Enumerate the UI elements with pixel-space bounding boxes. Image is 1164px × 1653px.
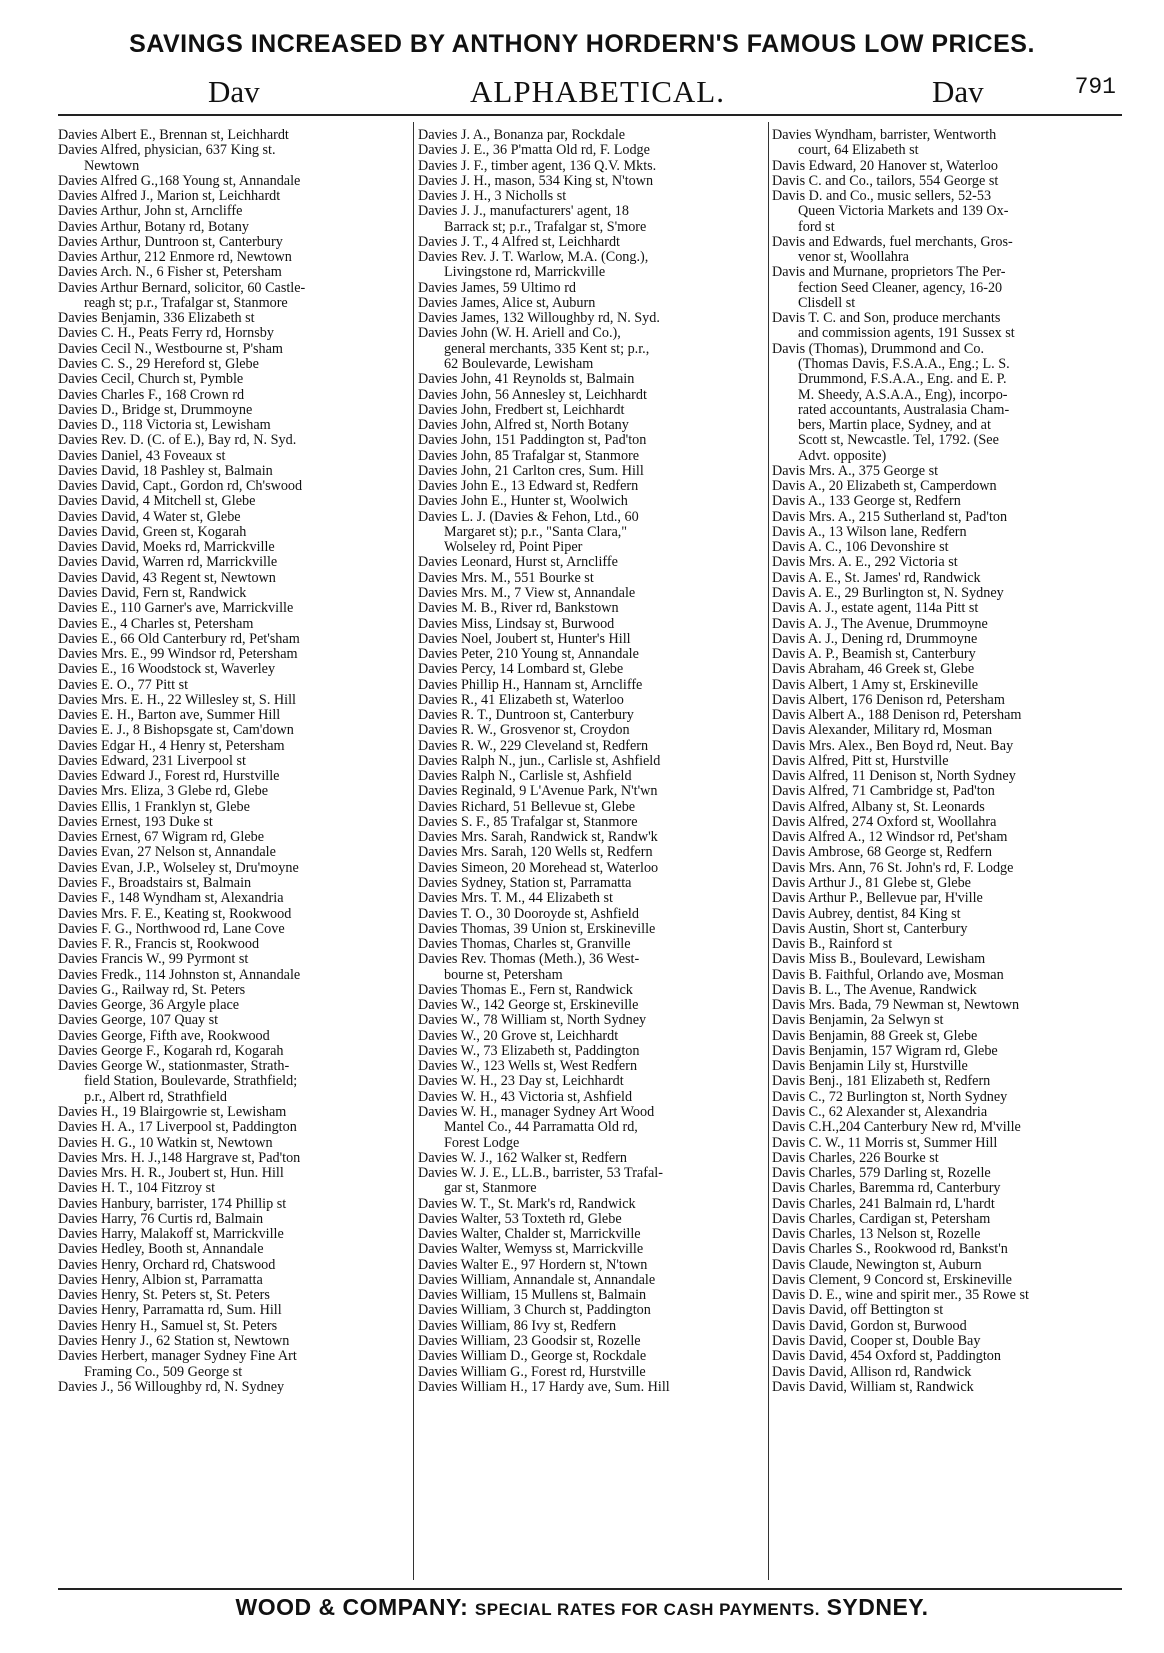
directory-entry: Davis Alfred, Albany st, St. Leonards <box>772 799 985 815</box>
directory-entry: Davis A. C., 106 Devonshire st <box>772 540 949 556</box>
directory-entry: Davies David, Fern st, Randwick <box>58 585 247 601</box>
entry-continuation: Margaret st); p.r., "Santa Clara," <box>444 524 628 540</box>
directory-entry: Davies T. O., 30 Dooroyde st, Ashfield <box>418 906 639 922</box>
entry-continuation: Drummond, F.S.A.A., Eng. and E. P. <box>798 372 1007 388</box>
column-divider <box>413 122 414 1580</box>
directory-entry: Davis Albert, 176 Denison rd, Petersham <box>772 692 1005 708</box>
directory-entry: Davies Arthur, 212 Enmore rd, Newtown <box>58 250 292 266</box>
directory-entry: Davies Ralph N., Carlisle st, Ashfield <box>418 769 632 785</box>
directory-entry: Davis A. J., Dening rd, Drummoyne <box>772 631 978 647</box>
entry-continuation: venor st, Woollahra <box>798 250 909 266</box>
directory-entry: Davis A., 13 Wilson lane, Redfern <box>772 524 967 540</box>
directory-entry: Davis Alfred, 274 Oxford st, Woollahra <box>772 814 997 830</box>
directory-entry: Davis Alexander, Military rd, Mosman <box>772 723 993 739</box>
directory-entry: Davies J. H., 3 Nicholls st <box>418 189 567 205</box>
directory-entry: Davies Leonard, Hurst st, Arncliffe <box>418 555 618 571</box>
directory-entry: Davies Henry, Parramatta rd, Sum. Hill <box>58 1303 282 1319</box>
directory-entry: Davies Alfred, physician, 637 King st. <box>58 143 276 159</box>
directory-entry: Davies Ernest, 193 Duke st <box>58 814 213 830</box>
directory-entry: Davies John, Fredbert st, Leichhardt <box>418 402 625 418</box>
directory-entry: Davies Edgar H., 4 Henry st, Petersham <box>58 738 285 754</box>
directory-entry: Davis David, off Bettington st <box>772 1303 944 1319</box>
directory-entry: Davies W., 142 George st, Erskineville <box>418 998 639 1014</box>
entry-continuation: court, 64 Elizabeth st <box>798 143 919 159</box>
entry-continuation: Newtown <box>84 158 140 174</box>
directory-entry: Davies R. T., Duntroon st, Canterbury <box>418 708 634 724</box>
directory-entry: Davies John, Alfred st, North Botany <box>418 418 629 434</box>
directory-entry: Davis Alfred, Pitt st, Hurstville <box>772 753 949 769</box>
directory-entry: Davies David, Capt., Gordon rd, Ch'swood <box>58 479 303 495</box>
directory-entry: Davies William, 86 Ivy st, Redfern <box>418 1318 617 1334</box>
directory-entry: Davis B. Faithful, Orlando ave, Mosman <box>772 967 1004 983</box>
directory-entry: Davis A. E., 29 Burlington st, N. Sydney <box>772 585 1004 601</box>
directory-entry: Davis A. P., Beamish st, Canterbury <box>772 647 976 663</box>
directory-entry: Davies W. H., 23 Day st, Leichhardt <box>418 1074 624 1090</box>
directory-entry: Davies Mrs. Sarah, Randwick st, Randw'k <box>418 830 658 846</box>
directory-entry: Davis Edward, 20 Hanover st, Waterloo <box>772 158 998 174</box>
directory-entry: Davis Austin, Short st, Canterbury <box>772 921 968 937</box>
directory-entry: Davies W. H., 43 Victoria st, Ashfield <box>418 1089 633 1105</box>
directory-entry: Davis Albert, 1 Amy st, Erskineville <box>772 677 979 693</box>
directory-entry: Davies Arthur, John st, Arncliffe <box>58 204 243 220</box>
footer-company: WOOD & COMPANY: <box>235 1594 469 1620</box>
directory-entry: Davis C. W., 11 Morris st, Summer Hill <box>772 1135 998 1151</box>
directory-entry: Davies Percy, 14 Lombard st, Glebe <box>418 662 624 678</box>
directory-entry: Davies Cecil, Church st, Pymble <box>58 372 244 388</box>
directory-entry: Davis Aubrey, dentist, 84 King st <box>772 906 961 922</box>
directory-column-3 <box>772 128 1122 1395</box>
directory-entry: Davies Henry J., 62 Station st, Newtown <box>58 1333 290 1349</box>
directory-entry: Davis B., Rainford st <box>772 937 893 953</box>
directory-entry: Davies J. H., mason, 534 King st, N'town <box>418 173 654 189</box>
directory-entry: Davies George, 107 Quay st <box>58 1013 219 1029</box>
directory-entry: Davies Thomas, Charles st, Granville <box>418 937 631 953</box>
directory-entry: Davies William G., Forest rd, Hurstville <box>418 1364 646 1380</box>
directory-entry: Davies John E., Hunter st, Woolwich <box>418 494 628 510</box>
directory-entry: Davis David, 454 Oxford st, Paddington <box>772 1349 1001 1365</box>
directory-entry: Davies Francis W., 99 Pyrmont st <box>58 952 249 968</box>
directory-entry: Davies Mrs. M., 7 View st, Annandale <box>418 585 636 601</box>
directory-entry: Davis David, William st, Randwick <box>772 1379 974 1395</box>
directory-entry: Davis Mrs. A., 375 George st <box>772 463 939 479</box>
directory-entry: Davies John, 85 Trafalgar st, Stanmore <box>418 448 640 464</box>
directory-entry: Davies J., 56 Willoughby rd, N. Sydney <box>58 1379 285 1395</box>
directory-entry: Davis David, Cooper st, Double Bay <box>772 1333 981 1349</box>
directory-entry: Davies William, 3 Church st, Paddington <box>418 1303 651 1319</box>
directory-entry: Davies Edward J., Forest rd, Hurstville <box>58 769 280 785</box>
directory-entry: Davies W., 73 Elizabeth st, Paddington <box>418 1043 640 1059</box>
directory-entry: Davies J. E., 36 P'matta Old rd, F. Lodge <box>418 143 650 159</box>
directory-entry: Davies G., Railway rd, St. Peters <box>58 982 246 998</box>
directory-entry: Davies R. W., Grosvenor st, Croydon <box>418 723 630 739</box>
directory-entry: Davies James, 59 Ultimo rd <box>418 280 577 296</box>
directory-entry: Davies E., 110 Garner's ave, Marrickville <box>58 601 294 617</box>
directory-entry: Davis Charles, 226 Bourke st <box>772 1150 939 1166</box>
directory-entry: Davis Charles, 241 Balmain rd, L'hardt <box>772 1196 995 1212</box>
directory-entry: Davies E. H., Barton ave, Summer Hill <box>58 708 281 724</box>
directory-entry: Davies Daniel, 43 Foveaux st <box>58 448 226 464</box>
directory-entry: Davis Albert A., 188 Denison rd, Petersham <box>772 708 1022 724</box>
directory-entry: Davies Mrs. T. M., 44 Elizabeth st <box>418 891 613 907</box>
directory-entry: Davis Mrs. Bada, 79 Newman st, Newtown <box>772 998 1020 1014</box>
directory-entry: Davies Walter E., 97 Hordern st, N'town <box>418 1257 648 1273</box>
directory-entry: Davies John E., 13 Edward st, Redfern <box>418 479 639 495</box>
directory-entry: Davis D. and Co., music sellers, 52-53 <box>772 189 992 205</box>
directory-entry: Davies Miss, Lindsay st, Burwood <box>418 616 615 632</box>
directory-entry: Davies John, 56 Annesley st, Leichhardt <box>418 387 647 403</box>
directory-entry: Davies J. F., timber agent, 136 Q.V. Mkts. <box>418 158 657 174</box>
directory-entry: Davies John, 41 Reynolds st, Balmain <box>418 372 635 388</box>
directory-entry: Davies Benjamin, 336 Elizabeth st <box>58 311 255 327</box>
directory-entry: Davis B. L., The Avenue, Randwick <box>772 982 977 998</box>
directory-entry: Davis Arthur P., Bellevue par, H'ville <box>772 891 983 907</box>
header-rule <box>58 114 1122 116</box>
directory-entry: Davies Ernest, 67 Wigram rd, Glebe <box>58 830 265 846</box>
directory-entry: Davies Hedley, Booth st, Annandale <box>58 1242 264 1258</box>
directory-entry: Davies Walter, 53 Toxteth rd, Glebe <box>418 1211 622 1227</box>
directory-entry: Davies Henry, St. Peters st, St. Peters <box>58 1288 270 1304</box>
directory-entry: Davies George W., stationmaster, Strath- <box>58 1059 290 1075</box>
directory-entry: Davis Charles S., Rookwood rd, Bankst'n <box>772 1242 1008 1258</box>
directory-entry: Davis and Murnane, proprietors The Per- <box>772 265 1006 281</box>
directory-entry: Davies F., 148 Wyndham st, Alexandria <box>58 891 284 907</box>
running-head-title: ALPHABETICAL. <box>470 74 725 109</box>
directory-entry: Davies Henry, Orchard rd, Chatswood <box>58 1257 276 1273</box>
directory-entry: Davies Peter, 210 Young st, Annandale <box>418 647 639 663</box>
directory-entry: Davies John, 151 Paddington st, Pad'ton <box>418 433 647 449</box>
directory-entry: Davis Benjamin, 88 Greek st, Glebe <box>772 1028 978 1044</box>
directory-entry: Davis D. E., wine and spirit mer., 35 Rowe st <box>772 1288 1029 1304</box>
directory-entry: Davies Evan, J.P., Wolseley st, Dru'moyne <box>58 860 299 876</box>
directory-entry: Davies Arch. N., 6 Fisher st, Petersham <box>58 265 282 281</box>
column-divider <box>768 122 769 1580</box>
running-head-right: Dav <box>932 74 984 109</box>
directory-entry: Davies Mrs. E. H., 22 Willesley st, S. Hill <box>58 692 296 708</box>
directory-entry: Davies F. R., Francis st, Rookwood <box>58 937 260 953</box>
directory-entry: Davies W. H., manager Sydney Art Wood <box>418 1105 655 1120</box>
running-head-left: Dav <box>208 74 260 109</box>
page-number: 791 <box>1074 74 1116 100</box>
directory-entry: Davies L. J. (Davies & Fehon, Ltd., 60 <box>418 509 639 525</box>
directory-entry: Davies Richard, 51 Bellevue st, Glebe <box>418 799 636 815</box>
directory-entry: Davis David, Gordon st, Burwood <box>772 1318 967 1334</box>
directory-entry: Davis Alfred, 11 Denison st, North Sydney <box>772 769 1016 785</box>
directory-entry: Davies James, Alice st, Auburn <box>418 295 596 311</box>
directory-entry: Davies David, Warren rd, Marrickville <box>58 555 278 571</box>
directory-entry: Davies R., 41 Elizabeth st, Waterloo <box>418 692 624 708</box>
entry-continuation: Clisdell st <box>798 295 856 311</box>
entry-continuation: gar st, Stanmore <box>444 1181 537 1197</box>
directory-entry: Davies George, Fifth ave, Rookwood <box>58 1028 270 1044</box>
directory-entry: Davies David, Green st, Kogarah <box>58 524 247 540</box>
directory-entry: Davies Ralph N., jun., Carlisle st, Ashfield <box>418 753 661 769</box>
directory-entry: Davies Harry, Malakoff st, Marrickville <box>58 1227 284 1243</box>
directory-entry: Davies Fredk., 114 Johnston st, Annandale <box>58 967 301 983</box>
directory-entry: Davis A., 133 George st, Redfern <box>772 494 961 510</box>
directory-entry: Davies Thomas, 39 Union st, Erskineville <box>418 921 656 937</box>
directory-entry: Davies D., Bridge st, Drummoyne <box>58 402 253 418</box>
directory-entry: Davies William, 15 Mullens st, Balmain <box>418 1288 647 1304</box>
directory-entry: Davies F. G., Northwood rd, Lane Cove <box>58 921 285 937</box>
directory-entry: Davis Benjamin, 2a Selwyn st <box>772 1013 944 1029</box>
directory-entry: Davies W., 78 William st, North Sydney <box>418 1013 647 1029</box>
entry-continuation: reagh st; p.r., Trafalgar st, Stanmore <box>84 295 288 311</box>
directory-entry: Davis Charles, Baremma rd, Canterbury <box>772 1181 1001 1197</box>
entry-continuation: field Station, Boulevarde, Strathfield; <box>84 1074 298 1090</box>
directory-entry: Davis Claude, Newington st, Auburn <box>772 1257 982 1273</box>
directory-entry: Davis Miss B., Boulevard, Lewisham <box>772 952 986 968</box>
entry-continuation: p.r., Albert rd, Strathfield <box>84 1089 228 1105</box>
directory-entry: Davis David, Allison rd, Randwick <box>772 1364 972 1380</box>
directory-entry: Davies Rev. Thomas (Meth.), 36 West- <box>418 952 640 968</box>
directory-entry: Davies Alfred J., Marion st, Leichhardt <box>58 189 281 205</box>
directory-entry: Davies Walter, Wemyss st, Marrickville <box>418 1242 644 1258</box>
directory-entry: Davies Sydney, Station st, Parramatta <box>418 876 632 892</box>
entry-continuation: Queen Victoria Markets and 139 Ox- <box>798 204 1009 220</box>
directory-entry: Davis Arthur J., 81 Glebe st, Glebe <box>772 876 971 892</box>
directory-entry: Davies R. W., 229 Cleveland st, Redfern <box>418 738 649 754</box>
directory-entry: Davies George F., Kogarah rd, Kogarah <box>58 1043 284 1059</box>
entry-continuation: Wolseley rd, Point Piper <box>444 540 583 556</box>
directory-entry: Davies Mrs. E., 99 Windsor rd, Petersham <box>58 647 298 663</box>
entry-continuation: Scott st, Newcastle. Tel, 1792. (See <box>798 433 999 449</box>
directory-entry: Davies Alfred G.,168 Young st, Annandale <box>58 173 301 189</box>
directory-entry: Davies H., 19 Blairgowrie st, Lewisham <box>58 1105 287 1120</box>
entry-continuation: rated accountants, Australasia Cham- <box>798 402 1010 418</box>
directory-entry: Davies H. A., 17 Liverpool st, Paddington <box>58 1120 297 1136</box>
directory-entry: Davis Clement, 9 Concord st, Erskineville <box>772 1272 1012 1288</box>
entry-continuation: Framing Co., 509 George st <box>84 1364 243 1380</box>
directory-entry: Davies William H., 17 Hardy ave, Sum. Hill <box>418 1379 670 1395</box>
directory-entry: Davies W. J. E., LL.B., barrister, 53 Trafal- <box>418 1166 663 1182</box>
footer-city: SYDNEY. <box>826 1594 929 1620</box>
directory-entry: Davies William, 23 Goodsir st, Rozelle <box>418 1333 641 1349</box>
directory-entry: Davies George, 36 Argyle place <box>58 998 240 1014</box>
directory-entry: Davies Edward, 231 Liverpool st <box>58 753 246 769</box>
directory-entry: Davis C., 72 Burlington st, North Sydney <box>772 1089 1008 1105</box>
directory-entry: Davies William D., George st, Rockdale <box>418 1349 647 1365</box>
directory-entry: Davis C.H.,204 Canterbury New rd, M'ville <box>772 1120 1021 1136</box>
directory-entry: Davis A., 20 Elizabeth st, Camperdown <box>772 479 997 495</box>
directory-entry: Davies Hanbury, barrister, 174 Phillip st <box>58 1196 287 1212</box>
directory-entry: Davies Mrs. Sarah, 120 Wells st, Redfern <box>418 845 653 861</box>
directory-entry: Davis Benjamin Lily st, Hurstville <box>772 1059 968 1075</box>
directory-entry: Davies Herbert, manager Sydney Fine Art <box>58 1349 297 1365</box>
directory-entry: Davis Mrs. A., 215 Sutherland st, Pad'ton <box>772 509 1008 525</box>
entry-continuation: bers, Martin place, Sydney, and at <box>798 418 991 434</box>
directory-entry: Davies David, 18 Pashley st, Balmain <box>58 463 273 479</box>
directory-entry: Davies Mrs. M., 551 Bourke st <box>418 570 594 586</box>
directory-entry: Davies David, 4 Mitchell st, Glebe <box>58 494 256 510</box>
directory-entry: Davies Thomas E., Fern st, Randwick <box>418 982 633 998</box>
directory-entry: Davis Abraham, 46 Greek st, Glebe <box>772 662 975 678</box>
directory-entry: Davies Albert E., Brennan st, Leichhardt <box>58 128 289 143</box>
directory-entry: Davies James, 132 Willoughby rd, N. Syd. <box>418 311 660 327</box>
directory-entry: Davies Harry, 76 Curtis rd, Balmain <box>58 1211 264 1227</box>
entry-continuation: general merchants, 335 Kent st; p.r., <box>444 341 650 357</box>
directory-entry: Davies Ellis, 1 Franklyn st, Glebe <box>58 799 250 815</box>
entry-continuation: Mantel Co., 44 Parramatta Old rd, <box>444 1120 638 1136</box>
directory-entry: Davies Walter, Chalder st, Marrickville <box>418 1227 641 1243</box>
directory-entry: Davies E., 66 Old Canterbury rd, Pet'sham <box>58 631 300 647</box>
directory-entry: Davies Wyndham, barrister, Wentworth <box>772 128 997 143</box>
directory-entry: Davis A. J., estate agent, 114a Pitt st <box>772 601 979 617</box>
directory-entry: Davis (Thomas), Drummond and Co. <box>772 341 984 357</box>
entry-continuation: Advt. opposite) <box>798 448 887 464</box>
directory-entry: Davis Alfred, 71 Cambridge st, Pad'ton <box>772 784 995 800</box>
directory-entry: Davies Mrs. F. E., Keating st, Rookwood <box>58 906 292 922</box>
entry-continuation: fection Seed Cleaner, agency, 16-20 <box>798 280 1003 296</box>
directory-entry: Davies Rev. D. (C. of E.), Bay rd, N. Syd. <box>58 433 297 449</box>
directory-entry: Davis A. J., The Avenue, Drummoyne <box>772 616 988 632</box>
entry-continuation: Barrack st; p.r., Trafalgar st, S'more <box>444 219 647 235</box>
bottom-advertisement-banner <box>0 1594 1164 1621</box>
directory-entry: Davies Charles F., 168 Crown rd <box>58 387 245 403</box>
directory-entry: Davies Simeon, 20 Morehead st, Waterloo <box>418 860 659 876</box>
directory-entry: Davies D., 118 Victoria st, Lewisham <box>58 418 271 434</box>
directory-entry: Davies John (W. H. Ariell and Co.), <box>418 326 621 342</box>
directory-entry: Davies W., 123 Wells st, West Redfern <box>418 1059 638 1075</box>
directory-entry: Davies Mrs. H. R., Joubert st, Hun. Hill <box>58 1166 284 1182</box>
directory-column-2 <box>418 128 765 1395</box>
directory-entry: Davies David, 4 Water st, Glebe <box>58 509 241 525</box>
directory-entry: Davies Henry, Albion st, Parramatta <box>58 1272 263 1288</box>
entry-continuation: Livingstone rd, Marrickville <box>444 265 606 281</box>
directory-column-1 <box>58 128 410 1395</box>
directory-entry: Davies H. G., 10 Watkin st, Newtown <box>58 1135 273 1151</box>
directory-entry: Davis Charles, 13 Nelson st, Rozelle <box>772 1227 981 1243</box>
directory-entry: Davis Charles, 579 Darling st, Rozelle <box>772 1166 991 1182</box>
directory-entry: Davies E. O., 77 Pitt st <box>58 677 189 693</box>
directory-entry: Davies Phillip H., Hannam st, Arncliffe <box>418 677 643 693</box>
directory-entry: Davies Arthur, Duntroon st, Canterbury <box>58 234 283 250</box>
directory-entry: Davies C. H., Peats Ferry rd, Hornsby <box>58 326 274 342</box>
entry-continuation: Forest Lodge <box>444 1135 520 1151</box>
entry-continuation: 62 Boulevarde, Lewisham <box>444 356 594 372</box>
entry-continuation: and commission agents, 191 Sussex st <box>798 326 1015 342</box>
top-advertisement-banner: SAVINGS INCREASED BY ANTHONY HORDERN'S FAMOUS LOW PRICES. <box>129 30 1035 58</box>
directory-entry: Davies David, Moeks rd, Marrickville <box>58 540 275 556</box>
directory-entry: Davies David, 43 Regent st, Newtown <box>58 570 276 586</box>
directory-entry: Davies E., 4 Charles st, Petersham <box>58 616 254 632</box>
directory-entry: Davies Arthur, Botany rd, Botany <box>58 219 249 235</box>
directory-entry: Davies E., 16 Woodstock st, Waverley <box>58 662 276 678</box>
directory-entry: Davies S. F., 85 Trafalgar st, Stanmore <box>418 814 638 830</box>
directory-entry: Davies Mrs. Eliza, 3 Glebe rd, Glebe <box>58 784 268 800</box>
directory-entry: Davies Mrs. H. J.,148 Hargrave st, Pad'ton <box>58 1150 301 1166</box>
directory-entry: Davis Mrs. A. E., 292 Victoria st <box>772 555 958 571</box>
directory-entry: Davies H. T., 104 Fitzroy st <box>58 1181 216 1197</box>
directory-entry: Davies F., Broadstairs st, Balmain <box>58 876 252 892</box>
entry-continuation: (Thomas Davis, F.S.A.A., Eng.; L. S. <box>798 356 1010 372</box>
directory-entry: Davies E. J., 8 Bishopsgate st, Cam'down <box>58 723 294 739</box>
directory-entry: Davis T. C. and Son, produce merchants <box>772 311 1001 327</box>
footer-offer: SPECIAL RATES FOR CASH PAYMENTS. <box>474 1600 820 1619</box>
directory-entry: Davies William, Annandale st, Annandale <box>418 1272 656 1288</box>
directory-entry: Davies Evan, 27 Nelson st, Annandale <box>58 845 276 861</box>
footer-rule <box>58 1588 1122 1590</box>
directory-entry: Davis Charles, Cardigan st, Petersham <box>772 1211 991 1227</box>
directory-entry: Davies Henry H., Samuel st, St. Peters <box>58 1318 278 1334</box>
directory-entry: Davies J. J., manufacturers' agent, 18 <box>418 204 629 220</box>
directory-entry: Davies Noel, Joubert st, Hunter's Hill <box>418 631 631 647</box>
directory-entry: Davis Alfred A., 12 Windsor rd, Pet'sham <box>772 830 1008 846</box>
entry-continuation: ford st <box>798 219 835 235</box>
directory-entry: Davis and Edwards, fuel merchants, Gros- <box>772 234 1013 250</box>
directory-entry: Davies C. S., 29 Hereford st, Glebe <box>58 356 259 372</box>
directory-entry: Davis Ambrose, 68 George st, Redfern <box>772 845 992 861</box>
entry-continuation: M. Sheedy, A.S.A.A., Eng), incorpo- <box>798 387 1008 403</box>
directory-entry: Davies W., 20 Grove st, Leichhardt <box>418 1028 619 1044</box>
directory-entry: Davies W. J., 162 Walker st, Redfern <box>418 1150 628 1166</box>
directory-entry: Davies J. A., Bonanza par, Rockdale <box>418 128 626 143</box>
directory-entry: Davis Mrs. Alex., Ben Boyd rd, Neut. Bay <box>772 738 1014 754</box>
entry-continuation: bourne st, Petersham <box>444 967 563 983</box>
directory-entry: Davis C. and Co., tailors, 554 George st <box>772 173 999 189</box>
directory-entry: Davies Reginald, 9 L'Avenue Park, N't'wn <box>418 784 658 800</box>
directory-entry: Davis A. E., St. James' rd, Randwick <box>772 570 981 586</box>
directory-entry: Davies M. B., River rd, Bankstown <box>418 601 619 617</box>
directory-entry: Davies Cecil N., Westbourne st, P'sham <box>58 341 283 357</box>
directory-entry: Davis C., 62 Alexander st, Alexandria <box>772 1105 988 1120</box>
directory-entry: Davis Benjamin, 157 Wigram rd, Glebe <box>772 1043 998 1059</box>
directory-entry: Davies John, 21 Carlton cres, Sum. Hill <box>418 463 644 479</box>
directory-entry: Davies W. T., St. Mark's rd, Randwick <box>418 1196 636 1212</box>
directory-entry: Davies Rev. J. T. Warlow, M.A. (Cong.), <box>418 250 649 266</box>
directory-entry: Davis Mrs. Ann, 76 St. John's rd, F. Lodge <box>772 860 1014 876</box>
directory-entry: Davies J. T., 4 Alfred st, Leichhardt <box>418 234 620 250</box>
directory-entry: Davis Benj., 181 Elizabeth st, Redfern <box>772 1074 991 1090</box>
directory-entry: Davies Arthur Bernard, solicitor, 60 Castle- <box>58 280 306 296</box>
